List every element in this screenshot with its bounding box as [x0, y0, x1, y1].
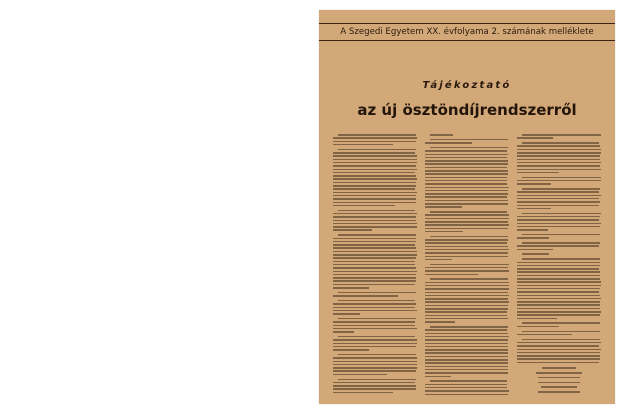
text-line [430, 139, 508, 141]
signature-block [517, 367, 601, 396]
text-line [338, 379, 416, 381]
text-line [522, 258, 600, 260]
text-line [333, 364, 417, 366]
text-column-2 [425, 134, 509, 396]
text-line [425, 193, 508, 195]
text-line [425, 196, 507, 198]
newspaper-page [319, 10, 615, 404]
text-line [425, 200, 508, 202]
text-line [517, 219, 599, 221]
text-line [517, 298, 601, 300]
text-line [517, 145, 600, 147]
text-line [333, 388, 416, 390]
text-line [333, 307, 415, 309]
text-line [517, 301, 600, 303]
article-headline: az új ösztöndíjrendszerről [357, 101, 577, 119]
text-line [517, 172, 559, 174]
text-line [425, 349, 508, 351]
text-line [425, 333, 508, 335]
text-line [333, 216, 416, 218]
text-line [333, 175, 416, 177]
text-line [333, 137, 417, 139]
text-line [425, 295, 509, 297]
text-line [522, 177, 601, 179]
text-line [425, 301, 509, 303]
text-line [425, 246, 508, 248]
text-line [338, 318, 416, 320]
signature-line [538, 377, 580, 379]
text-line [338, 300, 415, 302]
text-line [333, 325, 415, 327]
text-line [425, 346, 508, 348]
text-line [333, 182, 416, 184]
text-line [333, 198, 416, 200]
text-line [425, 321, 455, 323]
text-line [425, 242, 507, 244]
text-line [333, 188, 415, 190]
text-line [425, 252, 508, 254]
text-line [425, 160, 508, 162]
text-line [517, 155, 600, 157]
text-line [517, 326, 559, 328]
text-line [425, 308, 508, 310]
text-line [522, 234, 600, 236]
text-line [517, 137, 553, 139]
text-line [517, 352, 600, 354]
text-line [517, 285, 601, 287]
text-line [425, 366, 508, 368]
text-line [338, 134, 416, 136]
text-line [517, 355, 600, 357]
text-line [333, 392, 393, 394]
text-line [425, 376, 451, 378]
text-line [333, 152, 415, 154]
text-line [517, 362, 599, 364]
text-line [425, 203, 508, 205]
text-line [333, 343, 417, 345]
text-line [425, 218, 509, 220]
text-line [425, 288, 509, 290]
text-line [517, 183, 551, 185]
text-line [333, 144, 393, 146]
text-line [425, 270, 509, 272]
text-line [425, 352, 508, 354]
text-line [333, 310, 417, 312]
text-line [425, 154, 508, 156]
text-line [517, 152, 601, 154]
text-line [517, 268, 599, 270]
text-line [425, 150, 507, 152]
text-line [425, 359, 508, 361]
text-line [517, 288, 600, 290]
text-line [517, 295, 600, 297]
text-line [425, 394, 508, 396]
text-line [522, 253, 549, 255]
text-line [333, 251, 417, 253]
text-line [517, 345, 599, 347]
text-line [425, 221, 508, 223]
text-line [425, 190, 508, 192]
text-line [517, 265, 600, 267]
text-line [333, 229, 372, 231]
text-line [425, 224, 509, 226]
text-line [522, 242, 600, 244]
text-line [430, 278, 508, 280]
text-line [338, 354, 416, 356]
text-line [522, 134, 601, 136]
text-line [517, 169, 601, 171]
text-line [333, 223, 417, 225]
text-line [425, 339, 508, 341]
text-line [333, 361, 417, 363]
text-line [333, 165, 416, 167]
text-column-1 [333, 134, 417, 396]
text-line [333, 220, 416, 222]
text-line [430, 264, 509, 266]
text-line [517, 216, 600, 218]
text-line [333, 257, 416, 259]
text-line [425, 298, 508, 300]
text-line [425, 387, 507, 389]
text-line [517, 342, 601, 344]
text-line [522, 213, 601, 215]
text-line [430, 380, 507, 382]
text-line [517, 281, 601, 283]
text-line [333, 238, 416, 240]
text-line [333, 192, 417, 194]
text-line [333, 254, 417, 256]
text-line [425, 157, 507, 159]
text-line [333, 321, 415, 323]
text-line [333, 205, 395, 207]
text-line [333, 141, 416, 143]
text-line [425, 142, 472, 144]
article-body [333, 134, 601, 396]
text-line [425, 274, 478, 276]
text-line [517, 311, 601, 313]
text-line [333, 267, 416, 269]
text-line [517, 165, 600, 167]
text-line [333, 280, 416, 282]
text-line [517, 262, 600, 264]
text-line [333, 178, 417, 180]
text-line [425, 214, 509, 216]
text-line [522, 339, 600, 341]
text-line [430, 147, 508, 149]
text-line [517, 278, 600, 280]
text-line [333, 284, 415, 286]
text-line [425, 390, 509, 392]
text-line [333, 195, 416, 197]
text-line [333, 295, 398, 297]
text-line [517, 304, 600, 306]
text-line [517, 318, 557, 320]
text-line [522, 142, 599, 144]
signature-line [538, 391, 581, 393]
text-line [517, 245, 599, 247]
signature-line [541, 386, 578, 388]
text-line [425, 231, 463, 233]
text-line [333, 357, 417, 359]
text-line [333, 213, 417, 215]
text-line [425, 285, 509, 287]
text-line [333, 382, 415, 384]
text-line [425, 292, 508, 294]
text-line [522, 188, 600, 190]
text-line [517, 314, 600, 316]
text-line [517, 249, 553, 251]
text-line [333, 287, 369, 289]
text-line [333, 313, 360, 315]
text-line [517, 208, 551, 210]
text-line [517, 205, 599, 207]
text-line [425, 372, 508, 374]
text-line [425, 183, 507, 185]
text-line [425, 173, 508, 175]
article-kicker: Tájékoztató [422, 80, 512, 91]
text-line [333, 277, 416, 279]
text-line [425, 170, 508, 172]
text-line [517, 308, 600, 310]
text-line [517, 201, 600, 203]
text-line [333, 349, 369, 351]
text-line [333, 169, 417, 171]
text-line [425, 163, 508, 165]
text-line [338, 210, 415, 212]
text-line [425, 384, 507, 386]
text-line [517, 162, 601, 164]
text-line [517, 358, 600, 360]
text-line [333, 370, 416, 372]
signature-line [536, 372, 582, 374]
text-line [430, 236, 508, 238]
text-line [517, 191, 599, 193]
text-line [425, 329, 507, 331]
text-line [517, 237, 549, 239]
text-line [517, 223, 601, 225]
text-line [517, 291, 599, 293]
text-line [333, 244, 415, 246]
text-line [338, 149, 416, 151]
text-line [333, 202, 416, 204]
signature-line [538, 382, 580, 384]
text-line [425, 267, 508, 269]
text-line [338, 336, 415, 338]
text-line [333, 226, 417, 228]
text-line [333, 339, 417, 341]
text-line [425, 315, 507, 317]
text-line [425, 187, 509, 189]
text-line [333, 241, 416, 243]
text-line [333, 328, 417, 330]
text-line [425, 369, 508, 371]
text-line [517, 149, 601, 151]
text-line [425, 259, 452, 261]
text-line [425, 311, 507, 313]
text-line [333, 162, 417, 164]
text-line [425, 336, 509, 338]
text-line [517, 195, 601, 197]
text-line [425, 180, 507, 182]
text-line [425, 343, 508, 345]
text-line [333, 271, 417, 273]
supplement-banner: A Szegedi Egyetem XX. évfolyama 2. számának melléklete [319, 23, 615, 41]
text-line [333, 331, 354, 333]
text-line [425, 356, 508, 358]
text-line [517, 229, 548, 231]
text-line [425, 228, 508, 230]
text-line [517, 349, 601, 351]
text-line [333, 385, 416, 387]
text-line [430, 134, 453, 136]
text-line [425, 256, 508, 258]
text-line [425, 318, 508, 320]
text-line [425, 167, 507, 169]
text-line [333, 185, 416, 187]
text-line [425, 282, 509, 284]
text-line [333, 274, 416, 276]
text-line [425, 362, 508, 364]
text-line [333, 159, 417, 161]
text-line [333, 247, 416, 249]
text-line [425, 206, 462, 208]
text-line [333, 303, 416, 305]
text-line [517, 334, 572, 336]
text-column-3 [517, 134, 601, 396]
text-line [425, 305, 508, 307]
text-line [333, 367, 417, 369]
text-line [517, 275, 600, 277]
text-line [425, 177, 507, 179]
text-line [333, 172, 415, 174]
text-line [333, 264, 415, 266]
text-line [338, 292, 416, 294]
text-line [338, 234, 416, 236]
text-line [333, 261, 415, 263]
text-line [333, 374, 387, 376]
text-line [517, 180, 601, 182]
text-line [522, 322, 600, 324]
text-line [430, 211, 507, 213]
text-line [425, 239, 508, 241]
signature-line [542, 367, 575, 369]
text-line [522, 331, 600, 333]
text-line [425, 249, 509, 251]
text-line [517, 226, 600, 228]
text-line [333, 155, 417, 157]
text-line [517, 271, 600, 273]
text-line [517, 159, 600, 161]
text-line [430, 326, 508, 328]
text-line [333, 346, 416, 348]
text-line [517, 198, 599, 200]
